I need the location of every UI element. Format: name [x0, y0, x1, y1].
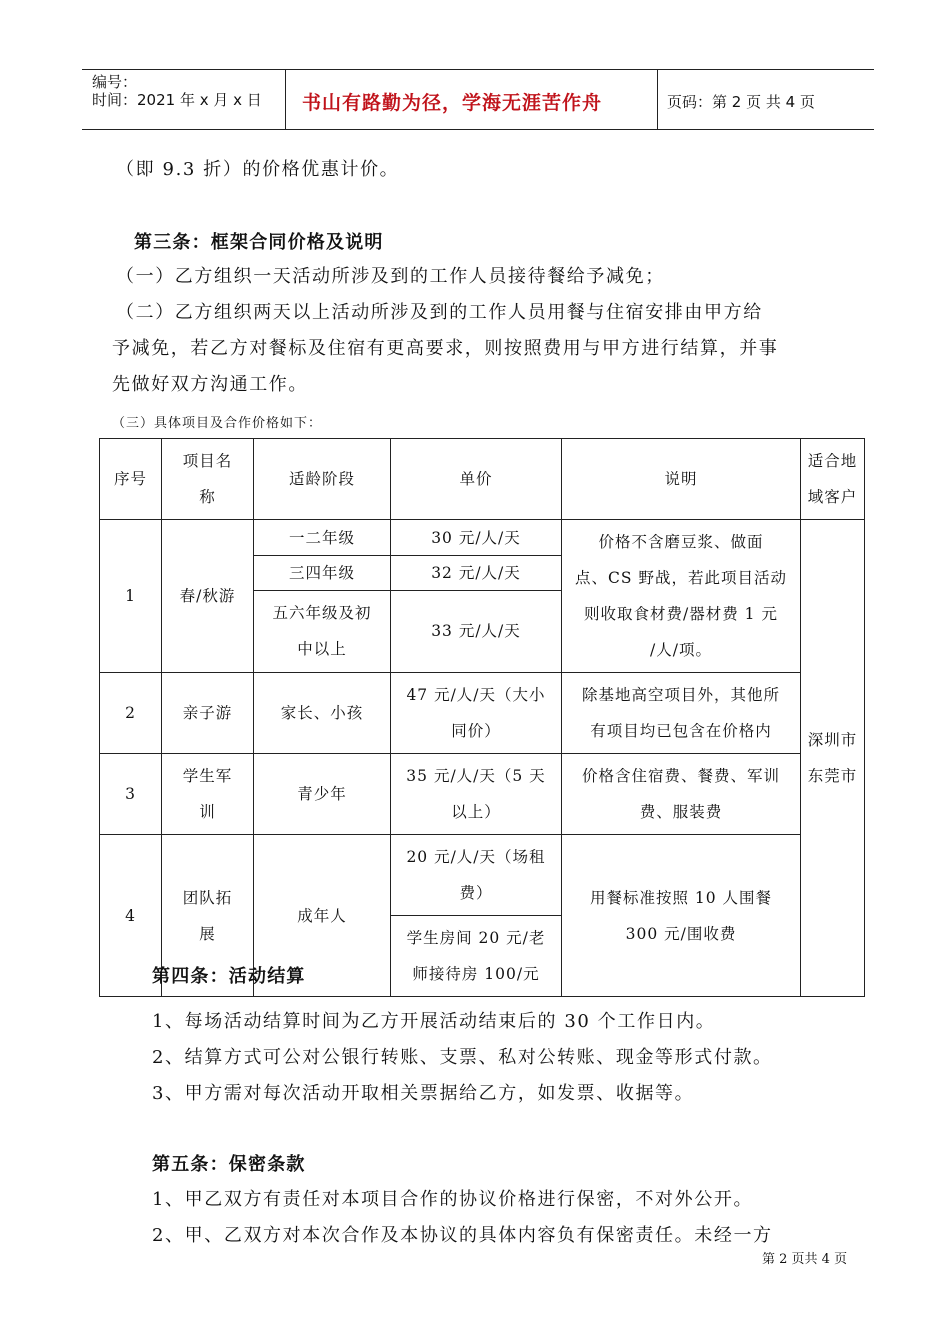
row4-price-1	[391, 835, 562, 916]
article-3-item-2-line-1: （二）乙方组织两天以上活动所涉及到的工作人员用餐与住宿安排由甲方给	[116, 302, 763, 323]
article-4-item-2: 2、结算方式可公对公银行转账、支票、私对公转账、现金等形式付款。	[152, 1047, 773, 1068]
row4-price-1-line-1: 20 元/人/天（场租	[406, 848, 546, 866]
header-name	[162, 439, 254, 520]
row3-age: 青少年	[254, 754, 391, 835]
row4-price-2-line-1: 学生房间 20 元/老	[406, 929, 546, 947]
row4-name-line-1: 团队拓	[182, 888, 233, 907]
row1-price-2: 32 元/人/天	[391, 556, 562, 590]
row4-price-1-line-2: 费）	[459, 884, 493, 902]
row2-desc-line-2: 有项目均已包含在价格内	[590, 722, 772, 740]
row3-name-line-2: 训	[199, 803, 216, 821]
row1-name: 春/秋游	[162, 520, 254, 673]
footer-page-label: 第 2 页共 4 页	[762, 1252, 848, 1267]
row1-age-3-line-1: 五六年级及初	[272, 604, 372, 623]
row4-desc	[562, 835, 801, 997]
row2-price-line-1: 47 元/人/天（大小	[406, 686, 546, 704]
table-row	[100, 673, 865, 754]
row2-desc	[562, 673, 801, 754]
row1-price-3: 33 元/人/天	[391, 590, 562, 672]
article-4-item-1: 1、每场活动结算时间为乙方开展活动结束后的 30 个工作日内。	[152, 1011, 716, 1032]
region-cell	[801, 520, 865, 997]
article-5-item-2: 2、甲、乙双方对本次合作及本协议的具体内容负有保密责任。未经一方	[152, 1225, 773, 1246]
article-4-title: 第四条：活动结算	[152, 966, 306, 987]
row4-name-line-2: 展	[199, 924, 216, 943]
row1-age-3	[254, 590, 391, 672]
article-3-title: 第三条：框架合同价格及说明	[134, 232, 384, 253]
row1-desc-line-1: 价格不含磨豆浆、做面	[598, 533, 764, 551]
header-region-line-2: 域客户	[807, 488, 858, 506]
price-table	[99, 438, 865, 997]
row2-name: 亲子游	[162, 673, 254, 754]
row1-desc-line-4: /人/项。	[650, 641, 712, 659]
row1-seq: 1	[100, 520, 162, 673]
row1-desc	[562, 520, 801, 673]
row3-name-line-1: 学生军	[182, 767, 233, 785]
header-name-line-2: 称	[199, 488, 216, 506]
row1-desc-line-2: 点、CS 野战，若此项目活动	[575, 569, 787, 587]
article-5-title: 第五条：保密条款	[152, 1154, 306, 1175]
header-seq: 序号	[100, 439, 162, 520]
row3-name	[162, 754, 254, 835]
row3-price	[391, 754, 562, 835]
row3-desc	[562, 754, 801, 835]
row1-age-2: 三四年级	[254, 556, 391, 590]
header-desc: 说明	[562, 439, 801, 520]
header-divider-right	[657, 69, 658, 129]
row4-desc-line-1: 用餐标准按照 10 人围餐	[589, 888, 773, 907]
row1-desc-line-3: 则收取食材费/器材费 1 元	[584, 605, 778, 623]
row3-price-line-1: 35 元/人/天（5 天	[406, 767, 546, 785]
article-4-item-3: 3、甲方需对每次活动开取相关票据给乙方，如发票、收据等。	[152, 1083, 695, 1104]
header-bottom-border	[82, 129, 874, 130]
header-divider-left	[285, 69, 286, 129]
region-line-1: 深圳市	[807, 731, 858, 749]
header-top-border	[82, 69, 874, 70]
region-line-2: 东莞市	[807, 767, 858, 785]
header-price: 单价	[391, 439, 562, 520]
intro-line: （即 9.3 折）的价格优惠计价。	[116, 159, 400, 180]
table-row	[100, 835, 865, 916]
row2-seq: 2	[100, 673, 162, 754]
header-region	[801, 439, 865, 520]
table-header-row	[100, 439, 865, 520]
article-3-item-2-line-2: 予减免，若乙方对餐标及住宿有更高要求，则按照费用与甲方进行结算，并事	[112, 338, 779, 359]
row2-age: 家长、小孩	[254, 673, 391, 754]
article-3-item-1: （一）乙方组织一天活动所涉及到的工作人员接待餐给予减免；	[116, 266, 665, 287]
article-5-item-1: 1、甲乙双方有责任对本项目合作的协议价格进行保密，不对外公开。	[152, 1189, 754, 1210]
table-row	[100, 754, 865, 835]
header-region-line-1: 适合地	[807, 452, 858, 470]
row1-age-3-line-2: 中以上	[297, 640, 347, 659]
document-number-label: 编号：	[92, 73, 138, 91]
article-3-item-3: （三）具体项目及合作价格如下：	[112, 416, 323, 431]
row4-price-2	[391, 916, 562, 997]
row3-desc-line-1: 价格含住宿费、餐费、军训	[581, 767, 780, 785]
row4-price-2-line-2: 师接待房 100/元	[412, 965, 540, 983]
header-motto: 书山有路勤为径，学海无涯苦作舟	[302, 92, 603, 114]
row1-age-1: 一二年级	[254, 520, 391, 556]
header-age: 适龄阶段	[254, 439, 391, 520]
row4-age: 成年人	[254, 835, 391, 997]
header-name-line-1: 项目名	[182, 452, 233, 470]
table-row	[100, 520, 865, 556]
article-3-item-2-line-3: 先做好双方沟通工作。	[112, 374, 308, 395]
row4-desc-line-2: 300 元/围收费	[625, 924, 737, 943]
row4-seq: 4	[100, 835, 162, 997]
row3-price-line-2: 以上）	[451, 803, 501, 821]
row3-desc-line-2: 费、服装费	[639, 803, 723, 821]
row2-desc-line-1: 除基地高空项目外，其他所	[581, 686, 780, 704]
row1-price-1: 30 元/人/天	[391, 520, 562, 556]
header-page-label: 页码：第 2 页 共 4 页	[667, 93, 815, 111]
row3-seq: 3	[100, 754, 162, 835]
document-time-label: 时间：2021 年 x 月 x 日	[92, 91, 262, 109]
row2-price	[391, 673, 562, 754]
row2-price-line-2: 同价）	[451, 722, 501, 740]
